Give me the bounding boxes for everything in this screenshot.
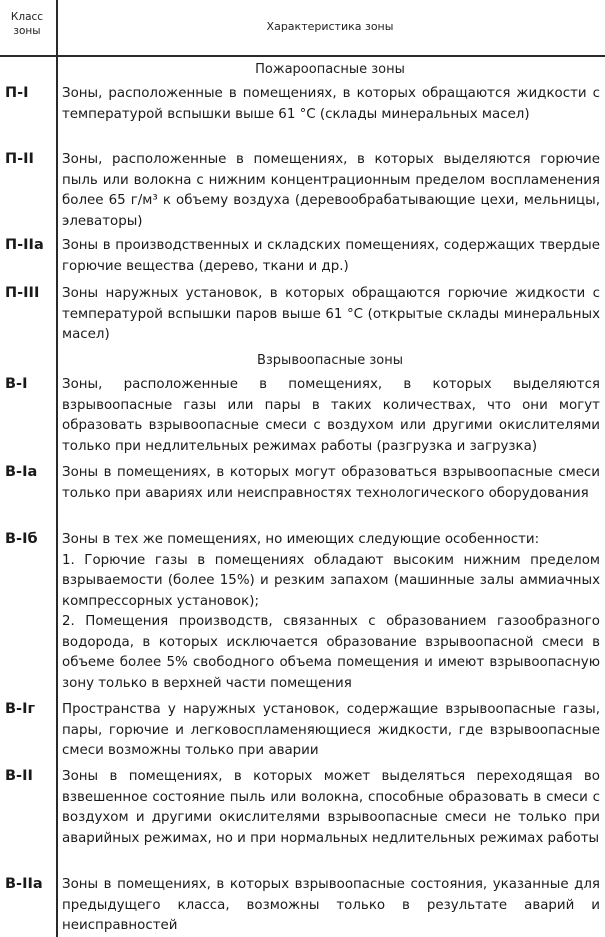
zone-description: Зоны, расположенные в помещениях, в которых выделяются горючие пыль или волокна с нижним концентрационным пределом воспламенения более 65 г/м³ к объему воздуха (деревообрабатывающие цехи, мельницы, элеваторы): [62, 152, 600, 229]
section-fire-hazard-zones: Пожароопасные зоны: [255, 62, 405, 77]
zone-description: Зоны в помещениях, в которых могут образоваться взрывоопасные смеси только при авариях или неисправностях технологического оборудования: [62, 465, 600, 501]
header-class-column: Класс зоны: [10, 11, 44, 37]
section-explosion-hazard-zones: Взрывоопасные зоны: [256, 353, 404, 368]
zone-description: Зоны в помещениях, в которых взрывоопасные состояния, указанные для предыдущего класса, возможны только в результате аварий и неисправностей: [62, 877, 600, 933]
zone-code: В-Iб: [5, 531, 38, 547]
zone-code: В-Iа: [5, 464, 38, 480]
zone-description-item: 1. Горючие газы в помещениях обладают высоким нижним пределом взрываемости (более 15%) и резким запахом (машинные залы аммиачных компрессорных установок);: [62, 552, 600, 609]
zone-code: В-Iг: [5, 701, 36, 717]
header-characteristic-column: Характеристика зоны: [266, 20, 394, 33]
zone-code: В-IIа: [5, 876, 43, 892]
header-rule: [0, 55, 605, 57]
zone-description: Пространства у наружных установок, содержащие взрывоопасные газы, пары, горючие и легковоспламеняющиеся жидкости, где взрывоопасные смеси возможны только при аварии: [62, 702, 600, 758]
zone-code: В-I: [5, 376, 28, 392]
zone-description-item: 2. Помещения производств, связанных с образованием газообразного водорода, в которых исключается образование взрывоопасной смеси в объеме более 5% свободного объема помещения и имеют взрывоопасную зону только в верхней части помещения: [62, 614, 600, 691]
column-divider: [56, 0, 58, 937]
zone-code: П-I: [5, 85, 29, 101]
zone-description: Зоны в помещениях, в которых может выделяться переходящая во взвешенное состояние пыль или волокна, способные образовать в смеси с воздухом и другими окислителями взрывоопасные смеси не только при аварийных режимах, но и при нормальных недлительных режимах работы: [62, 769, 600, 846]
zone-description: Зоны, расположенные в помещениях, в которых обращаются жидкости с температурой вспышки выше 61 °С (склады минеральных масел): [62, 86, 600, 122]
zone-code: П-II: [5, 151, 34, 167]
zone-code: П-III: [5, 285, 40, 301]
zone-description: Зоны в производственных и складских помещениях, содержащих твердые горючие вещества (дерево, ткани и др.): [62, 238, 600, 274]
zone-description: [62, 530, 600, 694]
zone-description: Зоны, расположенные в помещениях, в которых выделяются взрывоопасные газы или пары в таких количествах, что они могут образовать взрывоопасные смеси с воздухом или другими окислителями только при недлительных режимах работы (разгрузка и загрузка): [62, 377, 600, 454]
zone-description-intro: Зоны в тех же помещениях, но имеющих следующие особенности:: [62, 532, 540, 547]
zone-code: В-II: [5, 768, 33, 784]
zone-code: П-IIа: [5, 237, 44, 253]
zone-description: Зоны наружных установок, в которых обращаются горючие жидкости с температурой вспышки паров выше 61 °С (открытые склады минеральных масел): [62, 286, 600, 342]
